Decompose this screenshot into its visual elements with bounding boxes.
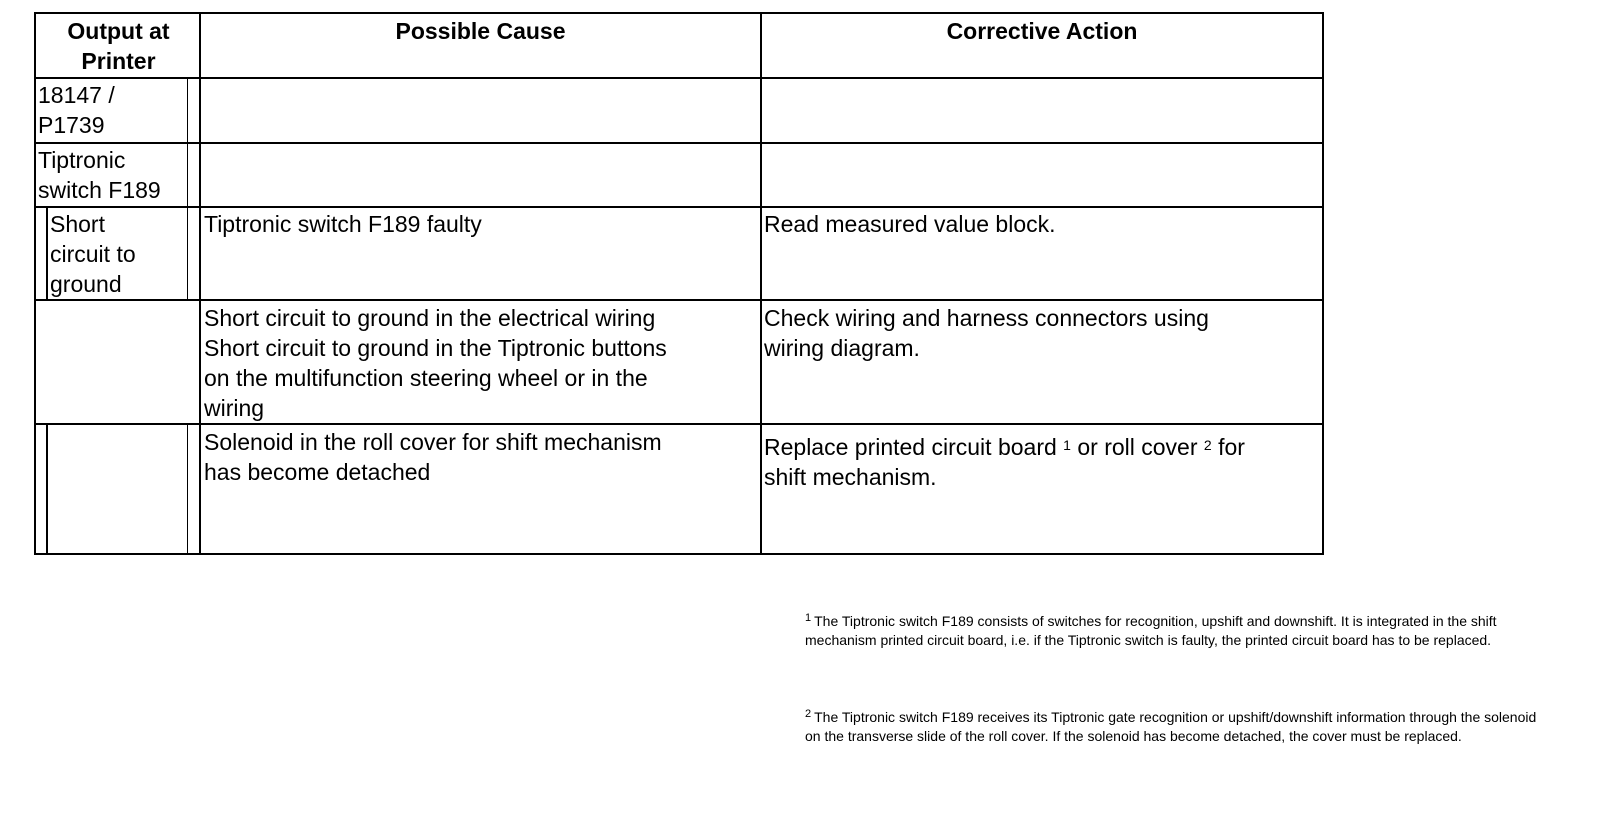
row-divider-3 xyxy=(36,299,1322,301)
header-cause: Possible Cause xyxy=(395,18,566,44)
row5-action-text-2: or roll cover xyxy=(1077,434,1198,460)
diagnostic-table xyxy=(34,12,1324,555)
row4-cause: Short circuit to ground in the electrical wiring Short circuit to ground in the Tiptronic buttons on the multifunction steering wheel or in the wiring xyxy=(204,305,667,421)
header-action: Corrective Action xyxy=(946,18,1138,44)
indent-divider-a xyxy=(46,207,48,300)
inner-divider-a xyxy=(187,78,188,300)
row3-cause: Tiptronic switch F189 faulty xyxy=(204,211,482,237)
row4-action: Check wiring and harness connectors using wiring diagram. xyxy=(764,305,1209,361)
row5-action xyxy=(764,432,1322,492)
row-divider-header xyxy=(36,77,1322,79)
footnote-ref-2: 2 xyxy=(1203,437,1212,453)
column-divider-2 xyxy=(760,14,762,553)
row5-action-text-3: for xyxy=(1218,434,1245,460)
header-output: Output at Printer xyxy=(67,18,170,74)
row5-action-text-1: Replace printed circuit board xyxy=(764,434,1057,460)
row1-output: 18147 / P1739 xyxy=(38,82,115,138)
row-divider-2 xyxy=(36,206,1322,208)
row-divider-1 xyxy=(36,142,1322,144)
footnote-1-mark: 1 xyxy=(805,612,812,624)
footnote-2-text: The Tiptronic switch F189 receives its Tiptronic gate recognition or upshift/downshift information through the solenoid on the transverse slide of the roll cover. If the solenoid has become detached, the cover must be replaced. xyxy=(805,709,1537,744)
row5-cause: Solenoid in the roll cover for shift mechanism has become detached xyxy=(204,429,662,485)
footnote-1 xyxy=(805,612,1545,650)
row-divider-4 xyxy=(36,423,1322,425)
footnote-ref-1: 1 xyxy=(1063,437,1071,453)
footnote-2-mark: 2 xyxy=(805,708,812,720)
row3-action: Read measured value block. xyxy=(764,211,1056,237)
row2-output: Tiptronic switch F189 xyxy=(38,147,161,203)
footnote-2 xyxy=(805,708,1545,746)
row5-action-text-4: shift mechanism. xyxy=(764,464,937,490)
indent-divider-b xyxy=(46,424,48,553)
column-divider-1 xyxy=(199,14,201,553)
row3-output: Short circuit to ground xyxy=(50,211,136,297)
footnote-1-text: The Tiptronic switch F189 consists of switches for recognition, upshift and downshift. It is integrated in the shift mechanism printed circuit board, i.e. if the Tiptronic switch is faulty, the printed circuit board has to be replaced. xyxy=(805,613,1497,648)
inner-divider-b xyxy=(187,424,188,553)
